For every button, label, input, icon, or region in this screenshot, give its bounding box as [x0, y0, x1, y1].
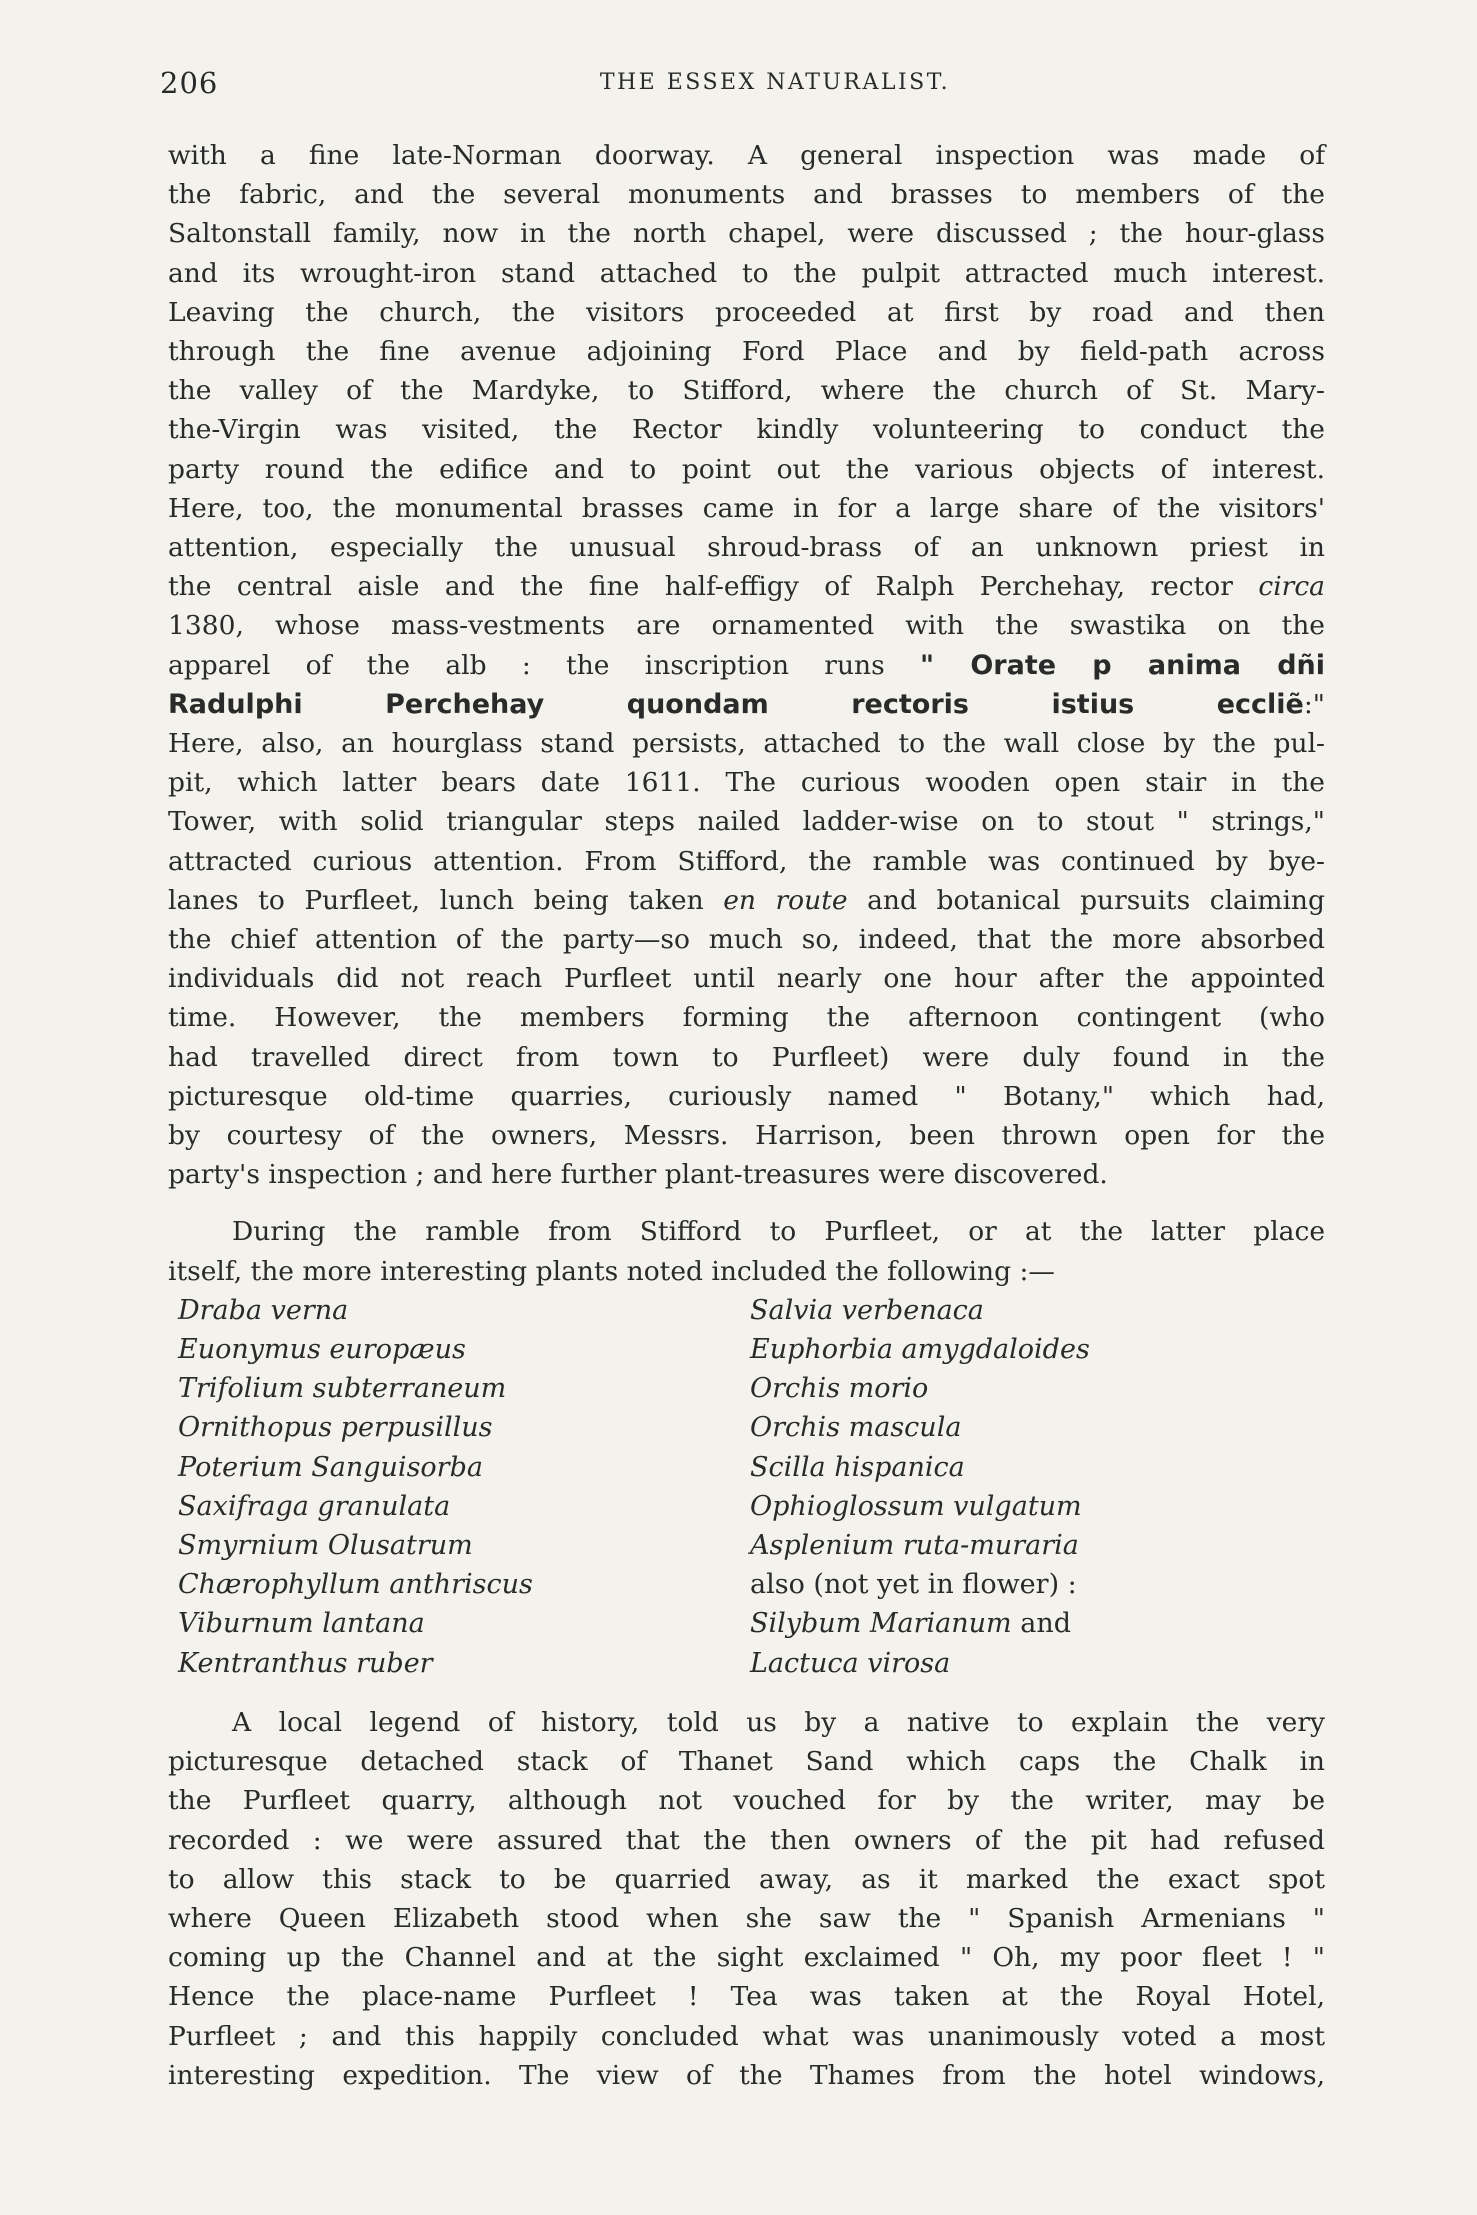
text-line: During the ramble from Stifford to Purfleet, or at the latter place	[232, 1216, 1325, 1248]
text-line: picturesque old-time quarries, curiously named " Botany," which had,	[168, 1080, 1325, 1112]
species-name: Lactuca virosa	[750, 1647, 951, 1679]
text-line: the Purfleet quarry, although not vouched for by the writer, may be	[168, 1785, 1325, 1817]
text-line: by courtesy of the owners, Messrs. Harrison, been thrown open for the	[168, 1120, 1325, 1152]
text-line: where Queen Elizabeth stood when she saw the " Spanish Armenians "	[168, 1902, 1325, 1934]
species-name: Orchis mascula	[750, 1412, 962, 1444]
text-line: Tower, with solid triangular steps nailed ladder-wise on to stout " strings,"	[168, 806, 1325, 838]
species-name: Salvia verbenaca	[750, 1294, 984, 1326]
text-line: the fabric, and the several monuments and brasses to members of the	[168, 179, 1325, 211]
text-line	[168, 685, 1325, 724]
text-line: Leaving the church, the visitors proceeded at first by road and then	[168, 296, 1325, 328]
inscription-text: " Orate p anima dñi	[920, 649, 1325, 681]
text-line	[168, 646, 1325, 685]
text-line: and its wrought-iron stand attached to the pulpit attracted much interest.	[168, 257, 1325, 289]
text-line: picturesque detached stack of Thanet Sand which caps the Chalk in	[168, 1746, 1325, 1778]
page-number: 206	[160, 66, 219, 100]
inscription-text: Radulphi Perchehay quondam rectoris istius eccliẽ	[168, 688, 1304, 720]
text-segment: :"	[1303, 688, 1325, 720]
text-line: attracted curious attention. From Stifford, the ramble was continued by bye-	[168, 845, 1325, 877]
species-name: Scilla hispanica	[750, 1451, 965, 1483]
text-segment: the central aisle and the fine half-effigy of Ralph Perchehay, rector	[168, 571, 1233, 603]
text-line: with a fine late-Norman doorway. A general inspection was made of	[168, 140, 1325, 171]
conjunction: and	[1020, 1608, 1072, 1640]
text-line: the-Virgin was visited, the Rector kindly volunteering to conduct the	[168, 414, 1325, 446]
text-line: party's inspection ; and here further plant-treasures were discovered.	[168, 1159, 1108, 1191]
species-column-right	[750, 1291, 1090, 1683]
text-line: A local legend of history, told us by a native to explain the very	[232, 1706, 1325, 1738]
running-head	[160, 66, 1330, 110]
species-name: Kentranthus ruber	[178, 1647, 433, 1679]
species-name: Chærophyllum anthriscus	[178, 1569, 533, 1601]
text-segment: apparel of the alb : the inscription runs	[168, 649, 885, 681]
text-segment: and botanical pursuits claiming	[867, 884, 1325, 916]
paragraph-legend	[168, 1703, 1325, 2095]
species-name: Smyrnium Olusatrum	[178, 1530, 473, 1562]
text-line: coming up the Channel and at the sight exclaimed " Oh, my poor fleet ! "	[168, 1942, 1325, 1974]
text-line: Hence the place-name Purfleet ! Tea was taken at the Royal Hotel,	[168, 1981, 1325, 2013]
text-line: individuals did not reach Purfleet until nearly one hour after the appointed	[168, 963, 1325, 995]
species-column-left	[178, 1291, 533, 1683]
text-line: party round the edifice and to point out the various objects of interest.	[168, 453, 1325, 485]
species-name: Euphorbia amygdaloides	[750, 1334, 1090, 1366]
species-name: Asplenium ruta-muraria	[750, 1530, 1079, 1562]
text-line: interesting expedition. The view of the Thames from the hotel windows,	[168, 2059, 1325, 2091]
text-line: had travelled direct from town to Purfleet) were duly found in the	[168, 1041, 1325, 1073]
italic-word: circa	[1258, 571, 1325, 603]
text-line: time. However, the members forming the afternoon contingent (who	[168, 1002, 1325, 1034]
text-line: Saltonstall family, now in the north chapel, were discussed ; the hour-glass	[168, 218, 1325, 250]
text-line	[168, 881, 1325, 920]
species-name: Trifolium subterraneum	[178, 1373, 507, 1405]
species-list	[168, 1291, 1325, 1683]
species-name: Ornithopus perpusillus	[178, 1412, 493, 1444]
text-line: 1380, whose mass-vestments are ornamented with the swastika on the	[168, 610, 1325, 642]
text-line: to allow this stack to be quarried away, as it marked the exact spot	[168, 1863, 1325, 1895]
text-segment: lanes to Purfleet, lunch being taken	[168, 884, 704, 916]
species-name: Orchis morio	[750, 1373, 929, 1405]
text-line	[168, 567, 1325, 606]
text-line: through the fine avenue adjoining Ford Place and by field-path across	[168, 336, 1325, 368]
text-line: recorded : we were assured that the then owners of the pit had refused	[168, 1824, 1325, 1856]
text-line: the valley of the Mardyke, to Stifford, where the church of St. Mary-	[168, 375, 1325, 407]
species-name-silybum: Silybum Marianum	[750, 1608, 1012, 1640]
text-line: Here, too, the monumental brasses came in for a large share of the visitors'	[168, 492, 1325, 524]
species-name: Euonymus europæus	[178, 1334, 466, 1366]
text-line: itself, the more interesting plants noted included the following :—	[168, 1255, 1055, 1287]
species-name	[750, 1604, 1090, 1643]
species-name: Viburnum lantana	[178, 1608, 425, 1640]
species-note: also (not yet in flower) :	[750, 1569, 1077, 1601]
species-name: Draba verna	[178, 1294, 349, 1326]
text-line: attention, especially the unusual shroud-brass of an unknown priest in	[168, 532, 1325, 564]
journal-title: THE ESSEX NATURALIST.	[599, 70, 951, 95]
species-name: Ophioglossum vulgatum	[750, 1490, 1082, 1522]
text-line: Purfleet ; and this happily concluded what was unanimously voted a most	[168, 2020, 1325, 2052]
italic-phrase: en route	[723, 884, 848, 916]
text-line: Here, also, an hourglass stand persists, attached to the wall close by the pul-	[168, 728, 1325, 760]
body-text	[168, 136, 1325, 2095]
text-line: the chief attention of the party—so much so, indeed, that the more absorbed	[168, 924, 1325, 956]
text-line: pit, which latter bears date 1611. The curious wooden open stair in the	[168, 767, 1325, 799]
species-name: Saxifraga granulata	[178, 1490, 451, 1522]
paragraph-gap	[168, 1194, 1325, 1212]
species-name: Poterium Sanguisorba	[178, 1451, 483, 1483]
